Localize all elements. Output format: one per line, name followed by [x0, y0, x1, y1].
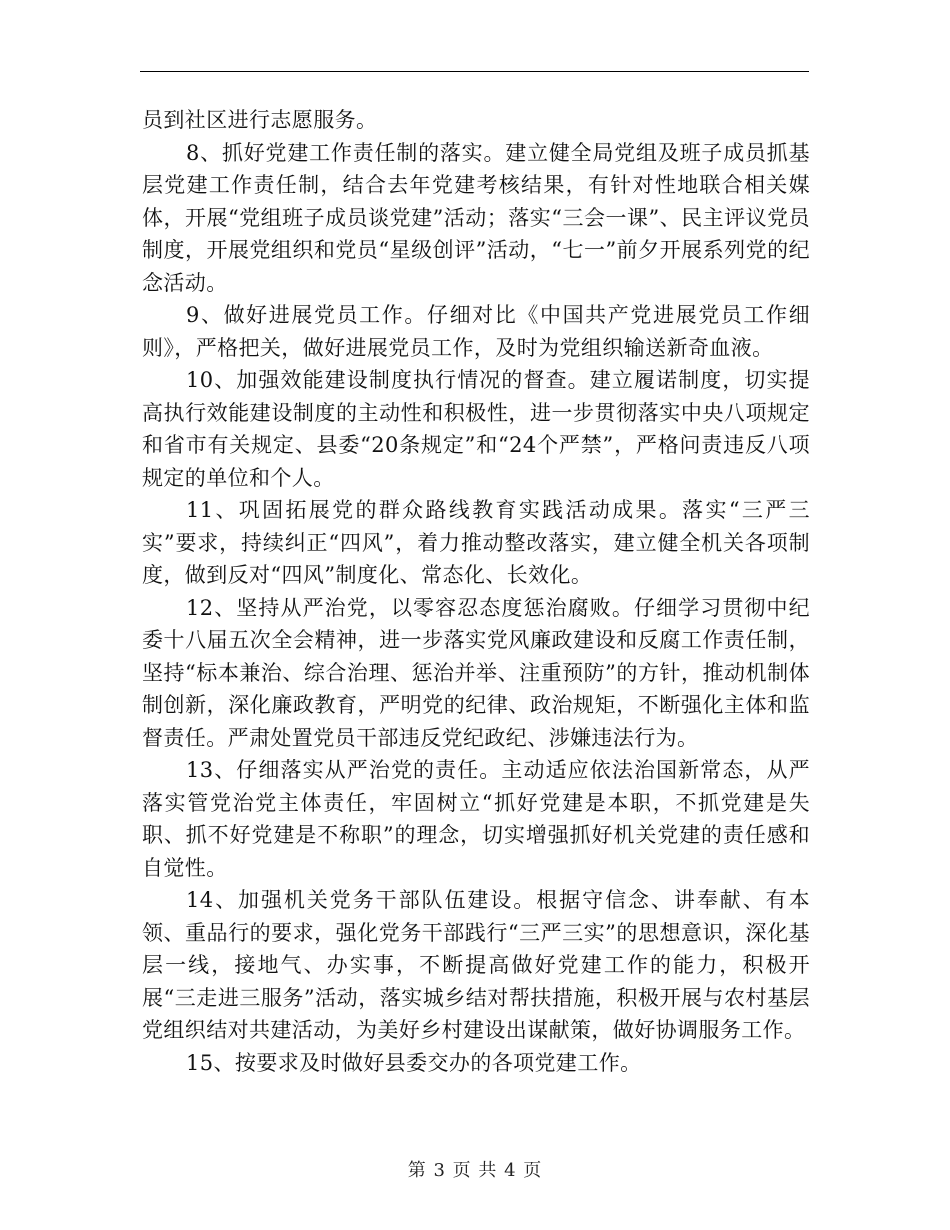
- header-rule: [140, 71, 809, 72]
- paragraph-item-10: 10、加强效能建设制度执行情况的督查。建立履诺制度，切实提高执行效能建设制度的主动性和积极性，进一步贯彻落实中央八项规定和省市有关规定、县委“20条规定”和“24个严禁”，严格问责违反八项规定的单位和个人。: [142, 368, 810, 490]
- paragraph-item-9: 9、做好进展党员工作。仔细对比《中国共产党进展党员工作细则》，严格把关，做好进展党员工作，及时为党组织输送新奇血液。: [142, 303, 810, 360]
- paragraph-continuation: 员到社区进行志愿服务。: [142, 108, 378, 132]
- paragraph-item-12: 12、坚持从严治党，以零容忍态度惩治腐败。仔细学习贯彻中纪委十八届五次全会精神，进一步落实党风廉政建设和反腐工作责任制，坚持“标本兼治、综合治理、惩治并举、注重预防”的方针，推动机制体制创新，深化廉政教育，严明党的纪律、政治规矩，不断强化主体和监督责任。严肃处置党员干部违反党纪政纪、涉嫌违法行为。: [142, 595, 810, 750]
- paragraph-item-8: 8、抓好党建工作责任制的落实。建立健全局党组及班子成员抓基层党建工作责任制，结合去年党建考核结果，有针对性地联合相关媒体，开展“党组班子成员谈党建”活动；落实“三会一课”、民主评议党员制度，开展党组织和党员“星级创评”活动，“七一”前夕开展系列党的纪念活动。: [142, 140, 810, 295]
- paragraph-item-11: 11、巩固拓展党的群众路线教育实践活动成果。落实“三严三实”要求，持续纠正“四风”，着力推动整改落实，建立健全机关各项制度，做到反对“四风”制度化、常态化、长效化。: [142, 498, 810, 587]
- document-body: [142, 104, 810, 1079]
- page-footer: 第 3 页 共 4 页: [407, 1160, 543, 1181]
- paragraph-item-13: 13、仔细落实从严治党的责任。主动适应依法治国新常态，从严落实管党治党主体责任，牢固树立“抓好党建是本职，不抓党建是失职、抓不好党建是不称职”的理念，切实增强抓好机关党建的责任感和自觉性。: [142, 758, 810, 880]
- paragraph-item-15: 15、按要求及时做好县委交办的各项党建工作。: [186, 1050, 642, 1075]
- paragraph-item-14: 14、加强机关党务干部队伍建设。根据守信念、讲奉献、有本领、重品行的要求，强化党务干部践行“三严三实”的思想意识，深化基层一线，接地气、办实事，不断提高做好党建工作的能力，积极开展“三走进三服务”活动，落实城乡结对帮扶措施，积极开展与农村基层党组织结对共建活动，为美好乡村建设出谋献策，做好协调服务工作。: [142, 888, 810, 1042]
